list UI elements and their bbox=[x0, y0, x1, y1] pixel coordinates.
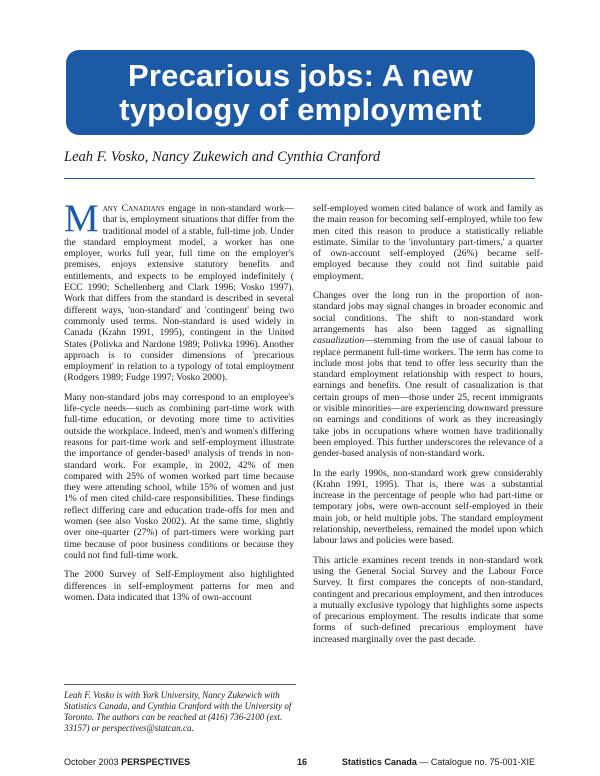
paragraph-1-text: engage in non-standard work—that is, employment situations that differ from the traditional model of a stable, full-time job. Under the standard employment model, a worker has one employer, works full year, full time on the employer's premises, enjoys extensive statutory benefits and entitlements, and expects to be employed indefinitely ( ECC 1990; Schellenberg and Clark 1996; Vosko 1997). Work that differs from the standard is described in several different ways, 'non-standard' and 'contingent' being two commonly used terms. Non-standard is used widely in Canada (Krahn 1991, 1995), contingent in the United States (Polivka and Nardone 1989; Polivka 1996). Another approach is to consider dimensions of 'precarious employment' in relation to a typology of total employment (Rodgers 1989; Fudge 1997; Vosko 2000). bbox=[64, 203, 294, 384]
footer-left bbox=[64, 757, 190, 767]
paragraph-7: This article examines recent trends in non-standard work using the General Social Survey and the Labour Force Survey. It first compares the concepts of non-standard, contingent and precarious employment, and then introduces a mutually exclusive typology that highlights some aspects of precarious employment. The results indicate that some forms of such-defined precarious employment have increased marginally over the past decade. bbox=[313, 554, 543, 645]
drop-cap: M bbox=[64, 197, 99, 240]
paragraph-6: In the early 1990s, non-standard work grew considerably (Krahn 1991, 1995). That is, there was a substantial increase in the percentage of people who had part-time or temporary jobs, were own-account self-employed in their main job, or held multiple jobs. The standard employment relationship, nevertheless, remained the model upon which labour laws and policies were based. bbox=[313, 467, 543, 547]
paragraph-3: The 2000 Survey of Self-Employment also highlighted differences in self-employment patterns for men and women. Data indicated that 13% of own-account bbox=[64, 569, 294, 603]
author-footnote: Leah F. Vosko is with York University, Nancy Zukewich with Statistics Canada, and Cynthia Cranford with the University of Toronto. The authors can be reached at (416) 736-2100 (ext. 33157) or perspectives@statcan.ca. bbox=[64, 684, 296, 734]
catalogue-number: — Catalogue no. 75-001-XIE bbox=[416, 757, 535, 767]
paragraph-4: self-employed women cited balance of work and family as the main reason for becoming self-employed, while too few men cited this reason to produce a statistically reliable estimate. Similar to the 'involuntary part-timers,' a quarter of own-account self-employed (26%) became self-employed because they could not find suitable paid employment. bbox=[313, 203, 543, 282]
title-line-1: Precarious jobs: A new bbox=[128, 57, 473, 93]
paragraph-5 bbox=[313, 290, 543, 459]
paragraph-5-rest: —stemming from the use of casual labour to replace permanent full-time workers. The term has come to include most jobs that tend to offer less security than the standard employment relationship with respect to hours, earnings and benefits. One result of casualization is that certain groups of men—those under 25, recent immigrants or visible minorities—are experiencing downward pressure on earnings and conditions of work as they increasingly take jobs in occupations where women have traditionally been employed. This further underscores the relevance of a gender-based analysis of non-standard work. bbox=[313, 335, 543, 460]
paragraph-5-start: Changes over the long run in the proportion of non-standard jobs may signal changes in broader economic and social conditions. The shift to non-standard work arrangements has also been tagged as signalling bbox=[313, 290, 543, 335]
issue-date: October 2003 bbox=[64, 757, 119, 767]
divider-rule bbox=[64, 178, 535, 179]
agency-name: Statistics Canada bbox=[341, 757, 417, 767]
paragraph-2: Many non-standard jobs may correspond to an employee's life-cycle needs—such as combining part-time work with full-time education, or devoting more time to activities outside the workplace. Indeed, men's and women's differing reasons for part-time work and self-employment illustrate the importance of gender-based¹ analysis of trends in non-standard work. For example, in 2002, 42% of men compared with 25% of women worked part time because they were attending school, while 15% of women and just 1% of men cited child-care responsibilities. These findings reflect differing care and education trade-offs for men and women (see also Vosko 2002). At the same time, slightly over one-quarter (27%) of part-timers were working part time because of poor business conditions or because they could not find full-time work. bbox=[64, 391, 295, 561]
title-banner bbox=[66, 50, 535, 135]
page-number: 16 bbox=[297, 757, 308, 767]
paragraph-1 bbox=[64, 197, 294, 384]
authors-byline: Leah F. Vosko, Nancy Zukewich and Cynthia Cranford bbox=[64, 149, 381, 165]
title-line-2: typology of employment bbox=[119, 91, 482, 127]
publication-name: PERSPECTIVES bbox=[121, 757, 191, 767]
left-column bbox=[64, 197, 295, 733]
lead-in-small-caps: any Canadians bbox=[102, 203, 165, 214]
right-column bbox=[313, 203, 543, 723]
page-footer bbox=[64, 757, 535, 769]
footer-right bbox=[342, 757, 535, 767]
casualization-term: casualization bbox=[313, 335, 365, 347]
